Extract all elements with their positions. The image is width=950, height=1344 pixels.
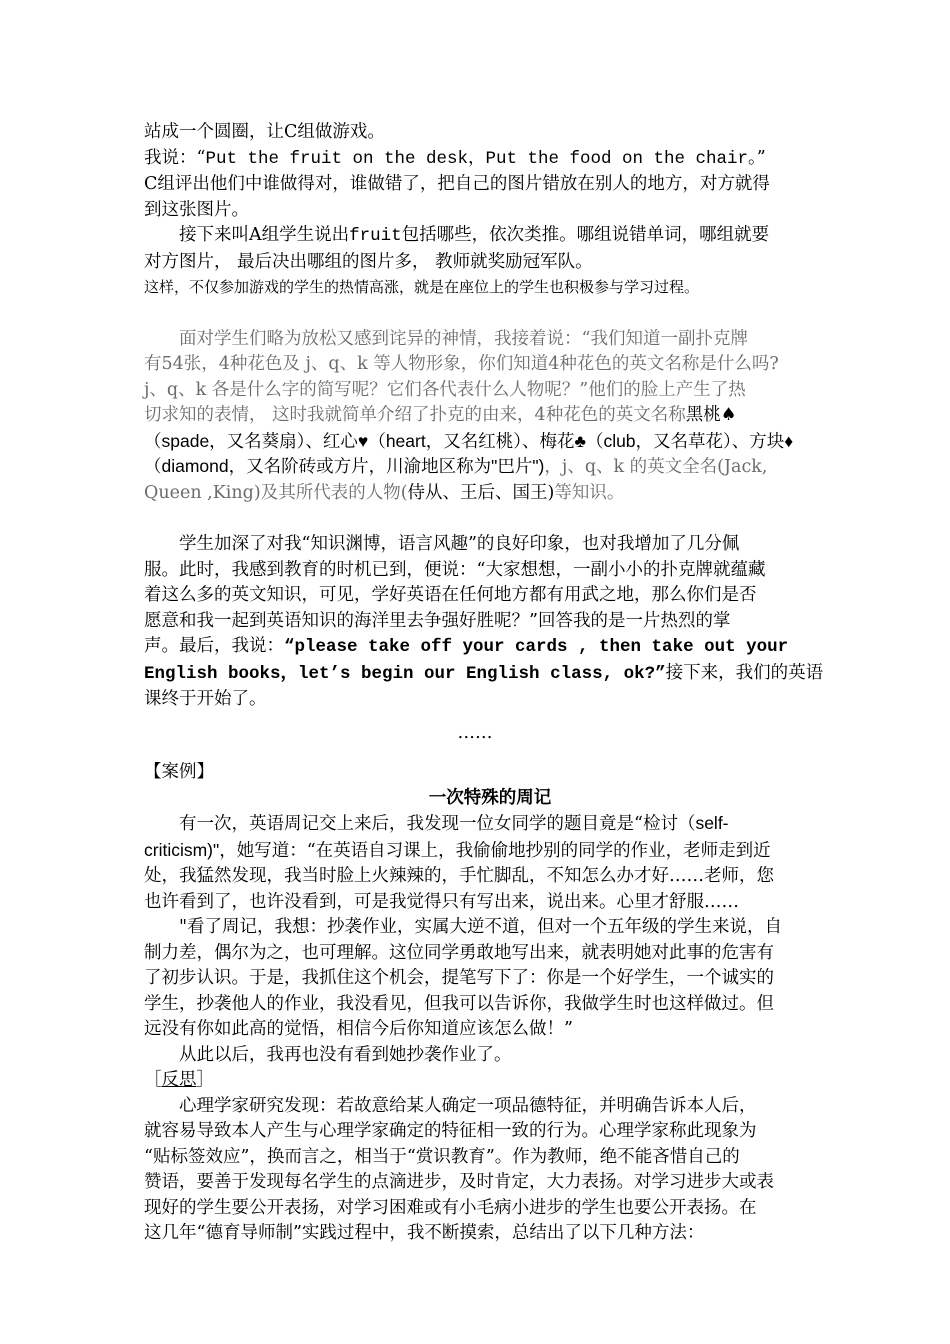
p3-line5-quote: “please take off your cards , then take out your: [284, 637, 789, 657]
p1-line6: 对方图片， 最后决出哪组的图片多， 教师就奖励冠军队。: [144, 251, 593, 272]
case-line7: 了初步认识。于是，我抓住这个机会，提笔写下了：你是一个好学生，一个诚实的: [144, 968, 774, 988]
spacer: [144, 506, 806, 532]
p1-line2-suffix: ”: [756, 147, 766, 168]
document-page: [144, 120, 824, 1247]
reflection-line1: 心理学家研究发现：若故意给某人确定一项品德特征，并明确告诉本人后，: [144, 1095, 757, 1116]
spacer: [144, 746, 806, 760]
p2-line4-dark: 黑桃♠: [685, 405, 737, 425]
p1-line5-suffix: 包括哪些，依次类推。哪组说错单词，哪组就要: [401, 225, 770, 245]
reflection-label-text: 反思: [161, 1070, 197, 1090]
p3-line5-prefix: 声。最后，我说：: [144, 636, 284, 656]
p2-line5: （spade，又名葵扇）、红心♥（heart，又名红桃）、梅花♣（club，又名草花）、方块♦: [144, 430, 794, 451]
reflection-line6: 这几年“德育导师制”实践过程中，我不断摸索，总结出了以下几种方法：: [144, 1223, 705, 1243]
case-line5: "看了周记，我想：抄袭作业，实属大逆不道，但对一个五年级的学生来说，自: [144, 917, 783, 937]
reflection-label-close: ］: [196, 1070, 214, 1090]
reflection-line5: 现好的学生要公开表扬，对学习困难或有小毛病小进步的学生也要公开表扬。在: [144, 1197, 757, 1218]
case-label: 【案例】: [144, 762, 214, 782]
p1-line2-quote: Put the fruit on the desk，Put the food on the chair。: [205, 148, 757, 169]
p1-line4: 到这张图片。: [144, 199, 249, 220]
p2-line4: [144, 403, 806, 429]
p1-line2: [144, 146, 806, 173]
p3-line7: 课终于开始了。: [144, 689, 267, 709]
ellipsis-separator: ……: [457, 722, 493, 743]
reflection-label: [144, 1068, 806, 1094]
p1-line2-prefix: 我说：“: [144, 147, 206, 168]
case-line2: [144, 838, 806, 865]
reflection-line3: “贴标签效应”，换而言之，相当于“赏识教育”。作为教师，绝不能吝惜自己的: [144, 1146, 740, 1167]
reflection-line2: 就容易导致本人产生与心理学家确定的特征相一致的行为。心理学家称此现象为: [144, 1121, 757, 1141]
case-line9: 远没有你如此高的觉悟，相信今后你知道应该怎么做！”: [144, 1019, 573, 1039]
p1-line5-word: fruit: [349, 226, 402, 246]
case-line8: 学生，抄袭他人的作业，我没看见，但我可以告诉你，我做学生时也这样做过。但: [144, 993, 774, 1014]
p1-line5: [144, 223, 806, 250]
case-line4: 也许看到了，也许没看到，可是我觉得只有写出来，说出来。心里才舒服……: [144, 891, 739, 912]
p2-line7: [144, 481, 806, 507]
reflection-line4: 赞语，要善于发现每名学生的点滴进步，及时肯定，大力表扬。对学习进步大或表: [144, 1172, 774, 1192]
p3-line1: 学生加深了对我“知识渊博，语言风趣”的良好印象，也对我增加了几分佩: [144, 534, 740, 554]
p3-line6-quote: English books，let’s begin our English class, ok?”: [144, 663, 666, 684]
p2-line2: 有54张，4种花色及 j、q、k 等人物形象，你们知道4种花色的英文名称是什么吗?: [144, 354, 779, 374]
p3-line2: 服。此时，我感到教育的时机已到，便说：“大家想想，一副小小的扑克牌就蕴藏: [144, 559, 766, 580]
p3-line3: 着这么多的英文知识，可见，学好英语在任何地方都有用武之地，那么你们是否: [144, 585, 757, 605]
case-line1: [144, 811, 806, 838]
p2-line6: [144, 454, 806, 481]
case-line1-b: self-: [695, 813, 729, 833]
p3-line6-suffix: 接下来，我们的英语: [665, 662, 824, 683]
p1-line7: 这样，不仅参加游戏的学生的热情高涨，就是在座位上的学生也积极参与学习过程。: [144, 278, 700, 296]
p3-line5: [144, 634, 806, 661]
case-line6: 制力差，偶尔为之，也可理解。这位同学勇敢地写出来，就表明她对此事的危害有: [144, 942, 774, 963]
case-line3: 处，我猛然发现，我当时脸上火辣辣的，手忙脚乱，不知怎么办才好……老师，您: [144, 866, 774, 886]
case-line1-a: 有一次，英语周记交上来后，我发现一位女同学的题目竟是“检讨（: [144, 814, 696, 834]
p3-line4: 愿意和我一起到英语知识的海洋里去争强好胜呢？”回答我的是一片热烈的掌: [144, 610, 731, 631]
p1-line5-prefix: 接下来叫A组学生说出: [144, 225, 350, 245]
case-line2-b: 她写道：“在英语自习课上，我偷偷地抄别的同学的作业，老师走到近: [236, 840, 771, 861]
p2-line4-gray: 切求知的表情， 这时我就简单介绍了扑克的由来，4种花色的英文名称: [144, 405, 686, 425]
reflection-label-open: ［: [144, 1070, 162, 1090]
p1-line3: C组评出他们中谁做得对，谁做错了，把自己的图片错放在别人的地方，对方就得: [144, 174, 770, 194]
p2-line7-gray-a: Queen ,King)及其所代表的人物(: [144, 482, 408, 503]
p3-line6: [144, 661, 824, 688]
p2-line3: j、q、k 各是什么字的简写呢？它们各代表什么人物呢？”他们的脸上产生了热: [144, 379, 746, 400]
p2-line1: 面对学生们略为放松又感到诧异的神情，我接着说：“我们知道一副扑克牌: [144, 328, 748, 349]
spacer: [144, 301, 806, 327]
p1-line1: 站成一个圆圈，让C组做游戏。: [144, 122, 385, 142]
p2-line7-gray-b: 等知识。: [554, 482, 625, 503]
case-line10: 从此以后，我再也没有看到她抄袭作业了。: [144, 1044, 512, 1065]
p2-line7-dark: 侍从、王后、国王): [407, 482, 555, 503]
case-title: 一次特殊的周记: [428, 787, 552, 808]
case-line2-a: criticism)"，: [144, 839, 237, 860]
p2-line6-dark: （diamond，又名阶砖或方片，川渝地区称为"巴片"): [144, 456, 545, 476]
p2-line6-gray: ，j、q、k 的英文全名(Jack,: [544, 457, 768, 477]
